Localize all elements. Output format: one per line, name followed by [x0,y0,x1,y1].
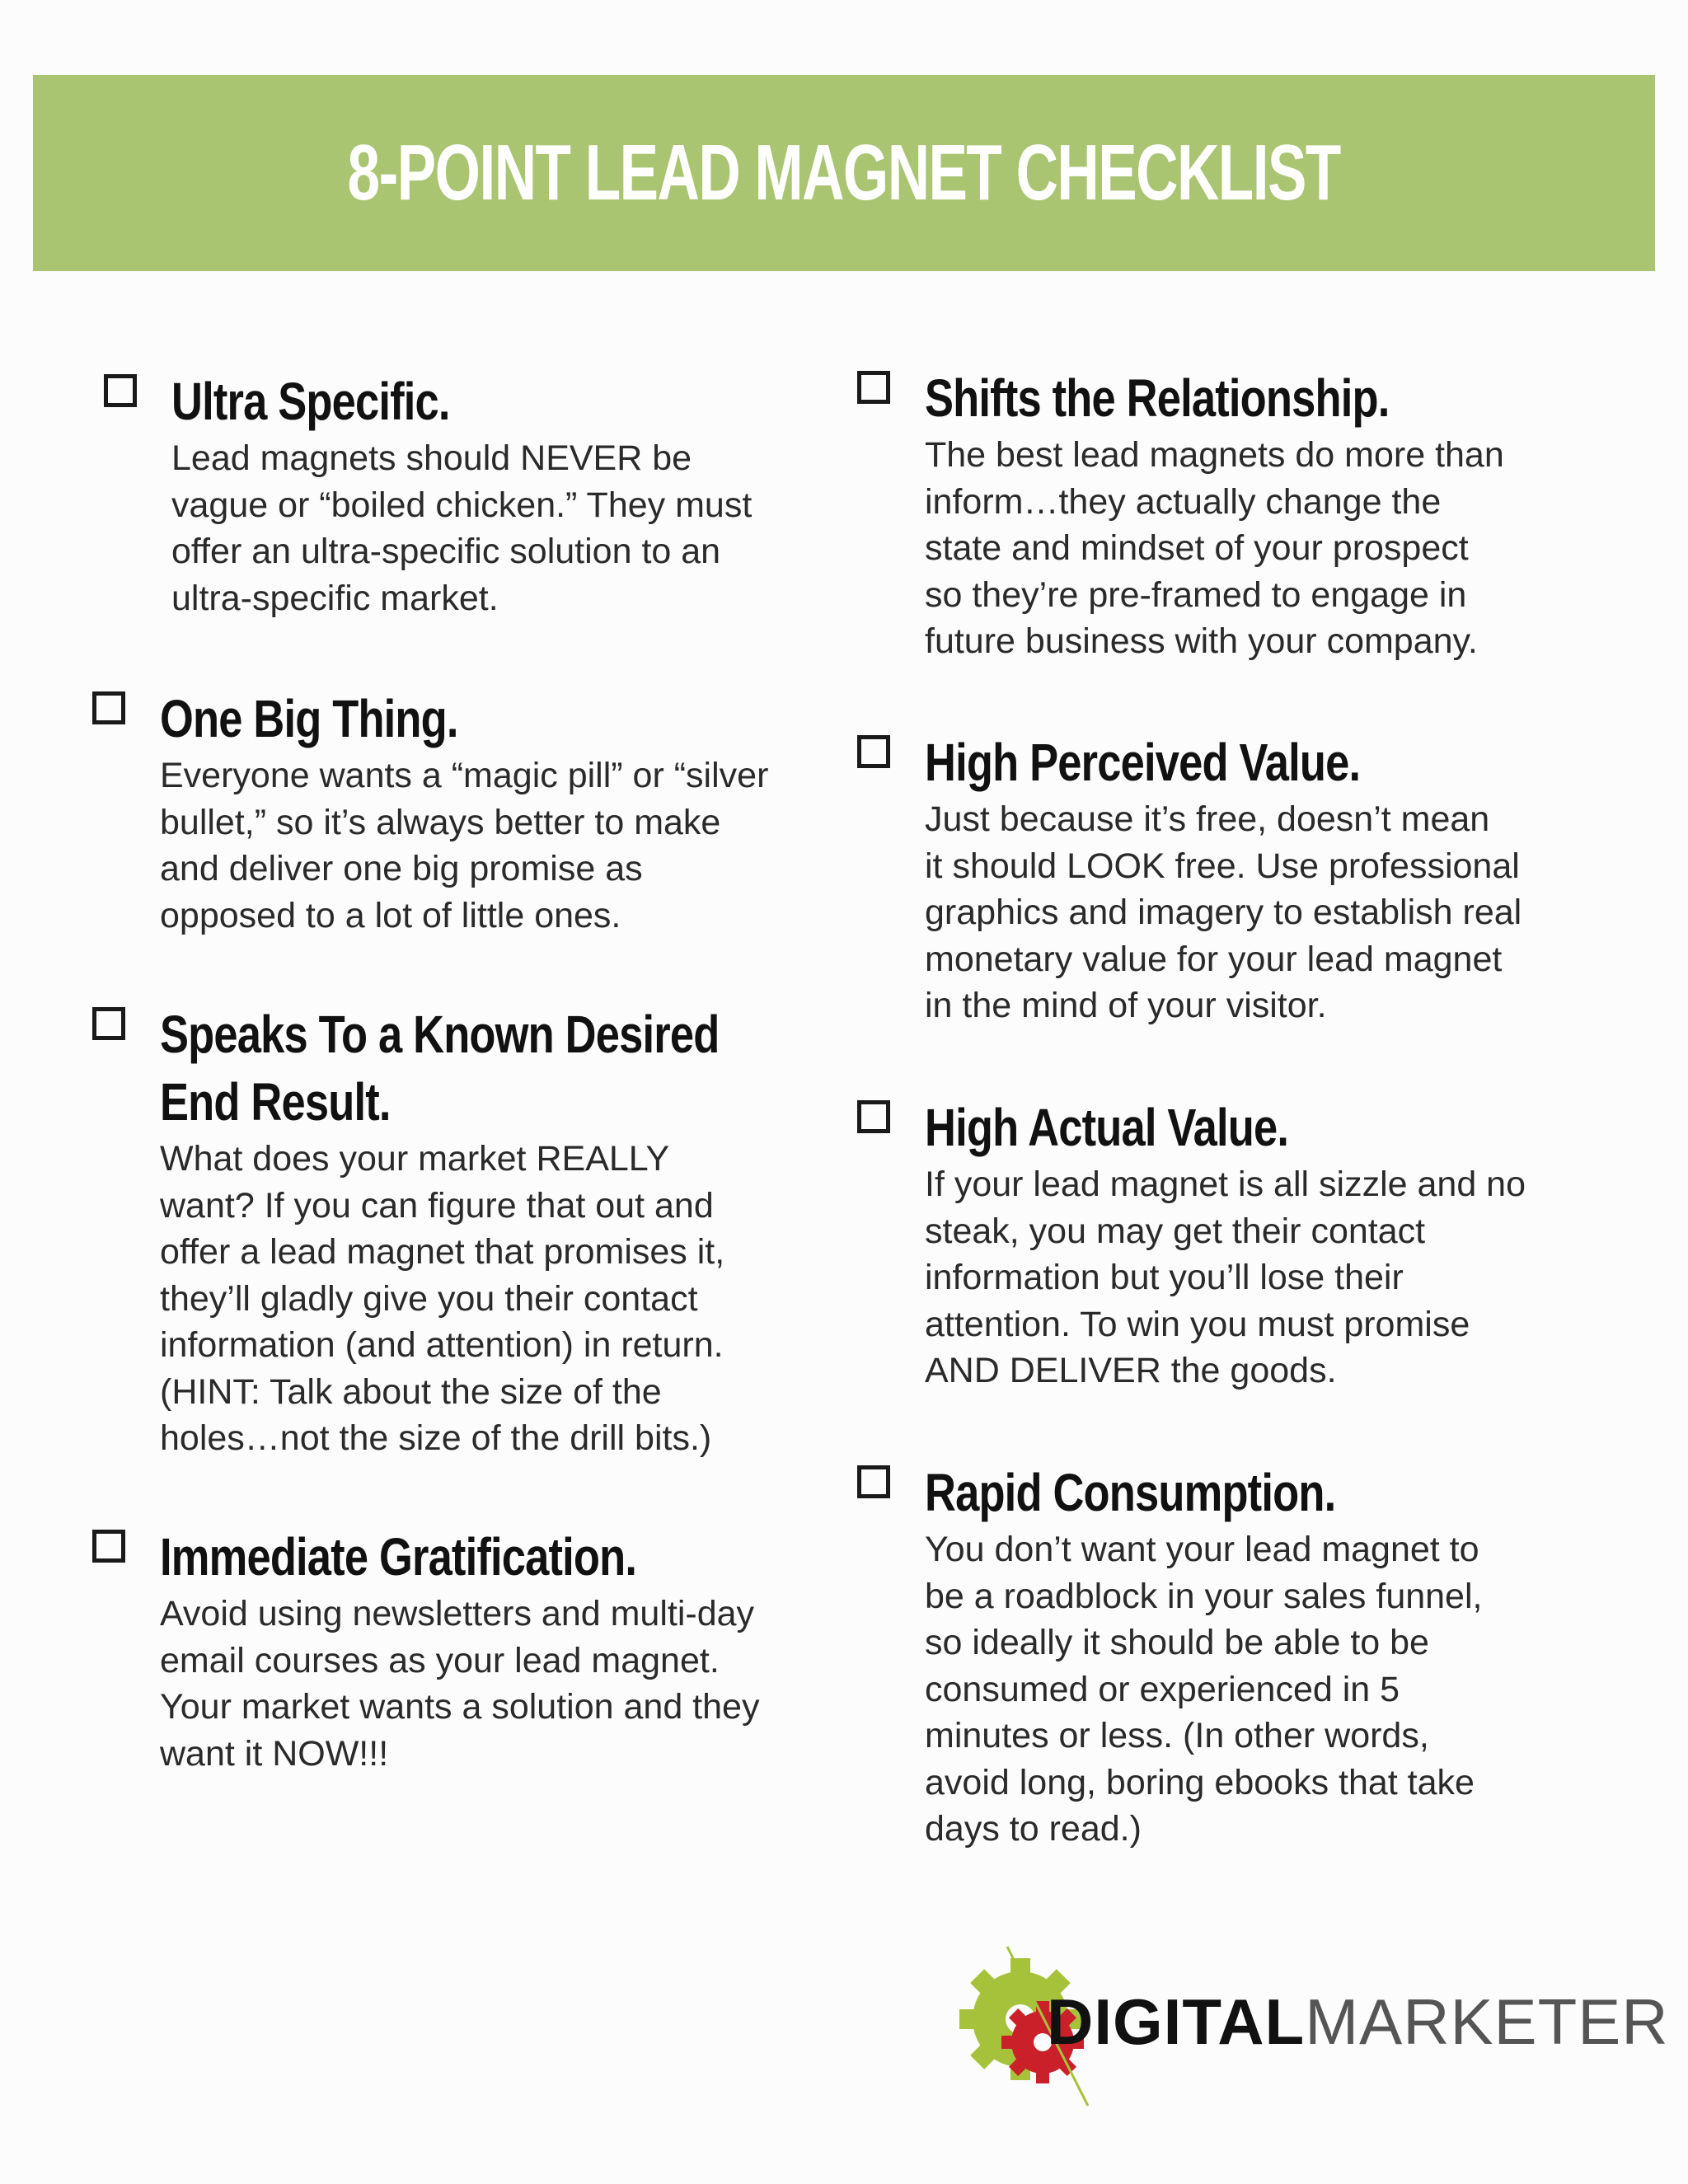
checkbox-icon[interactable] [92,691,125,724]
logo-wordmark: DIGITALMARKETER [1047,1985,1669,2058]
item-description: Avoid using newsletters and multi-day email courses as your lead magnet. Your market wants a solution and they want it NOW!!! [160,1594,760,1774]
item-heading: One Big Thing. [160,689,458,748]
checkbox-icon[interactable] [857,371,890,404]
item-description: The best lead magnets do more than inform…they actually change the state and mindset of your prospect so they’re pre-framed to engage in future business with your company. [925,435,1504,661]
checklist-item-one-big-thing [92,685,984,939]
checkbox-icon[interactable] [104,374,137,407]
item-heading: High Actual Value. [925,1098,1289,1157]
item-description: If your lead magnet is all sizzle and no steak, you may get their contact information but you’ll lose their attention. To win you must promise AND DELIVER the goods. [925,1165,1526,1390]
item-description: What does your market REALLY want? If you can figure that out and offer a lead magnet that promises it, they’ll gladly give you their contact information (and attention) in return. (HINT: Talk about the size of the holes…not the size of the drill bits.) [160,1139,725,1458]
item-description: You don’t want your lead magnet to be a roadblock in your sales funnel, so ideally it should be able to be consumed or experienced in 5 minutes or less. (In other words, avoid long, boring ebooks that take days to read.) [925,1530,1483,1849]
checkbox-icon[interactable] [857,735,890,768]
title-banner [33,75,1655,271]
checkbox-icon[interactable] [857,1100,890,1133]
digitalmarketer-logo [956,1937,1669,2110]
checklist-item-known-desired-end-result [92,1001,984,1462]
checklist-item-high-actual-value [857,1094,1688,1394]
item-heading: High Perceived Value. [925,733,1361,792]
checkbox-icon[interactable] [857,1465,890,1498]
item-heading: Immediate Gratification. [160,1527,637,1586]
checkbox-icon[interactable] [92,1530,125,1563]
checkbox-icon[interactable] [92,1007,125,1040]
checklist-item-rapid-consumption [857,1459,1688,1853]
item-description: Everyone wants a “magic pill” or “silver bullet,” so it’s always better to make and deliver one big promise as opposed to a lot of little ones. [160,756,769,935]
checklist-item-immediate-gratification [92,1523,984,1777]
item-description: Just because it’s free, doesn’t mean it should LOOK free. Use professional graphics and imagery to establish real monetary value for your lead magnet in the mind of your visitor. [925,799,1522,1025]
item-heading: Speaks To a Known Desired End Result. [160,1005,720,1132]
item-heading: Rapid Consumption. [925,1463,1336,1522]
checklist-item-high-perceived-value [857,729,1688,1029]
item-heading: Ultra Specific. [171,372,450,431]
checklist-item-shifts-relationship [857,364,1688,665]
item-description: Lead magnets should NEVER be vague or “boiled chicken.” They must offer an ultra-specific solution to an ultra-specific market. [171,438,753,618]
page-title: 8-POINT LEAD MAGNET CHECKLIST [347,129,1341,217]
item-heading: Shifts the Relationship. [925,368,1390,428]
